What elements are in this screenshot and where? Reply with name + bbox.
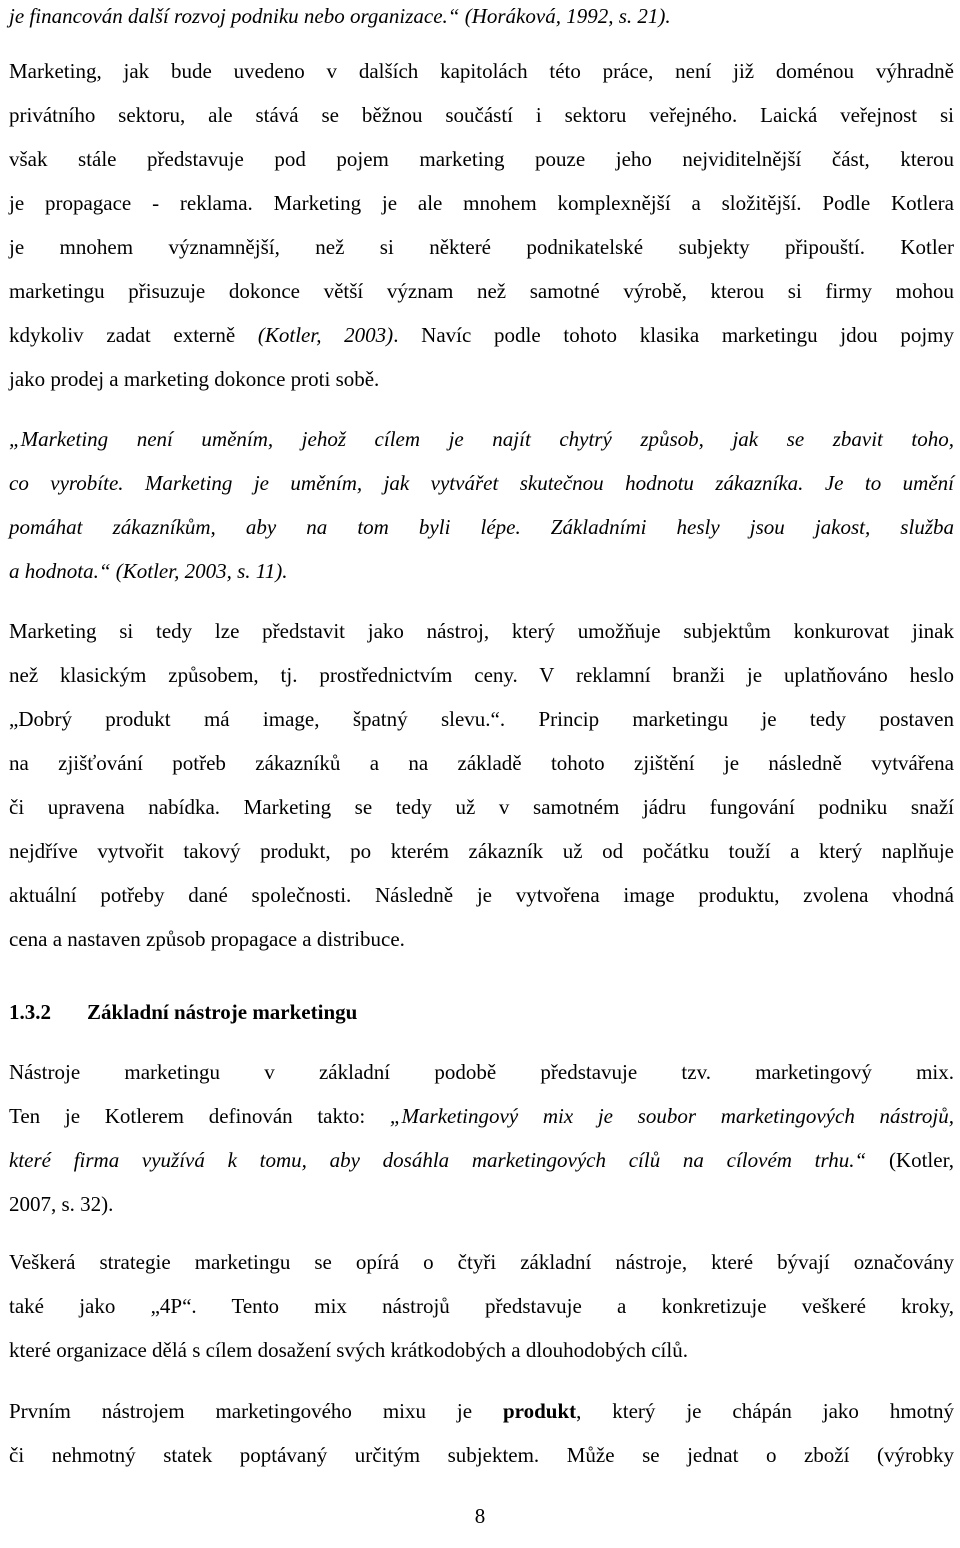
text-line: je mnohem významnější, než si některé podnikatelské subjekty připouští. Kotler [9, 235, 954, 259]
paragraph-marketing-mix [9, 1050, 954, 1226]
paragraph-quote-continuation [9, 0, 954, 38]
text-line [9, 1389, 954, 1433]
text-line: jako prodej a marketing dokonce proti sobě. [9, 367, 380, 391]
text-line: „Marketing není uměním, jehož cílem je najít chytrý způsob, jak se zbavit toho, [9, 427, 954, 451]
text-line: než klasickým způsobem, tj. prostřednictvím ceny. V reklamní branži je uplatňováno heslo [9, 663, 954, 687]
text-line: co vyrobíte. Marketing je uměním, jak vytvářet skutečnou hodnotu zákazníka. Je to umění [9, 471, 954, 495]
paragraph-marketing-intro [9, 49, 954, 401]
citation: (Kotler, 2003) [257, 323, 394, 347]
section-title: Základní nástroje marketingu [87, 1000, 358, 1024]
text-line: Marketing si tedy lze představit jako nástroj, který umožňuje subjektům konkurovat jinak [9, 619, 954, 643]
text-line: marketingu přisuzuje dokonce větší význam než samotné výrobě, kterou si firmy mohou [9, 279, 954, 303]
quote-run: „Marketingový mix je soubor marketingových nástrojů, [389, 1104, 954, 1128]
text-run: Prvním nástrojem marketingového mixu je [9, 1399, 503, 1423]
text-line: pomáhat zákazníkům, aby na tom byli lépe. Základními hesly jsou jakost, služba [9, 515, 954, 539]
paragraph-marketing-tool [9, 609, 954, 961]
text-run: . Navíc podle tohoto klasika marketingu jdou pojmy [393, 323, 954, 347]
text-line: Nástroje marketingu v základní podobě představuje tzv. marketingový mix. [9, 1060, 954, 1084]
text-line: privátního sektoru, ale stává se běžnou součástí i sektoru veřejného. Laická veřejnost si [9, 103, 954, 127]
text-line: aktuální potřeby dané společnosti. Následně je vytvořena image produktu, zvolena vhodná [9, 883, 954, 907]
text-run: kdykoliv zadat externě [9, 323, 258, 347]
section-number: 1.3.2 [9, 1000, 51, 1024]
text-line: 2007, s. 32). [9, 1192, 114, 1216]
text-line: či upravena nabídka. Marketing se tedy už v samotném jádru fungování podniku snaží [9, 795, 954, 819]
text-line: na zjišťování potřeb zákazníků a na základě tohoto zjištění je následně vytvářena [9, 751, 954, 775]
text-line [9, 1094, 954, 1138]
page-number: 8 [474, 1504, 486, 1528]
citation: (Kotler, [866, 1148, 954, 1172]
text-line: je financován další rozvoj podniku nebo organizace.“ (Horáková, 1992, s. 21). [9, 4, 671, 28]
text-line: také jako „4P“. Tento mix nástrojů představuje a konkretizuje veškeré kroky, [9, 1294, 954, 1318]
text-line: které organizace dělá s cílem dosažení svých krátkodobých a dlouhodobých cílů. [9, 1338, 688, 1362]
paragraph-4p [9, 1240, 954, 1372]
text-line: či nehmotný statek poptávaný určitým subjektem. Může se jednat o zboží (výrobky [9, 1443, 954, 1467]
text-line: Veškerá strategie marketingu se opírá o čtyři základní nástroje, které bývají označovány [9, 1250, 954, 1274]
quote-run: které firma využívá k tomu, aby dosáhla marketingových cílů na cílovém trhu.“ [9, 1148, 867, 1172]
text-line: však stále představuje pod pojem marketing pouze jeho nejviditelnější část, kterou [9, 147, 954, 171]
text-line: nejdříve vytvořit takový produkt, po kterém zákazník už od počátku touží a který naplňuje [9, 839, 954, 863]
text-line: je propagace - reklama. Marketing je ale mnohem komplexnější a složitější. Podle Kotlera [9, 191, 954, 215]
paragraph-kotler-quote [9, 417, 954, 593]
paragraph-product [9, 1389, 954, 1477]
text-run: Ten je Kotlerem definován takto: [9, 1104, 390, 1128]
text-line: Marketing, jak bude uvedeno v dalších kapitolách této práce, není již doménou výhradně [9, 59, 954, 83]
section-heading [9, 996, 357, 1028]
text-line: a hodnota.“ (Kotler, 2003, s. 11). [9, 559, 288, 583]
text-line: „Dobrý produkt má image, špatný slevu.“. Princip marketingu je tedy postaven [9, 707, 954, 731]
text-line [9, 1138, 954, 1182]
text-line [9, 313, 954, 357]
bold-term: produkt [502, 1399, 577, 1423]
text-line: cena a nastaven způsob propagace a distribuce. [9, 927, 405, 951]
text-run: , který je chápán jako hmotný [576, 1399, 954, 1423]
